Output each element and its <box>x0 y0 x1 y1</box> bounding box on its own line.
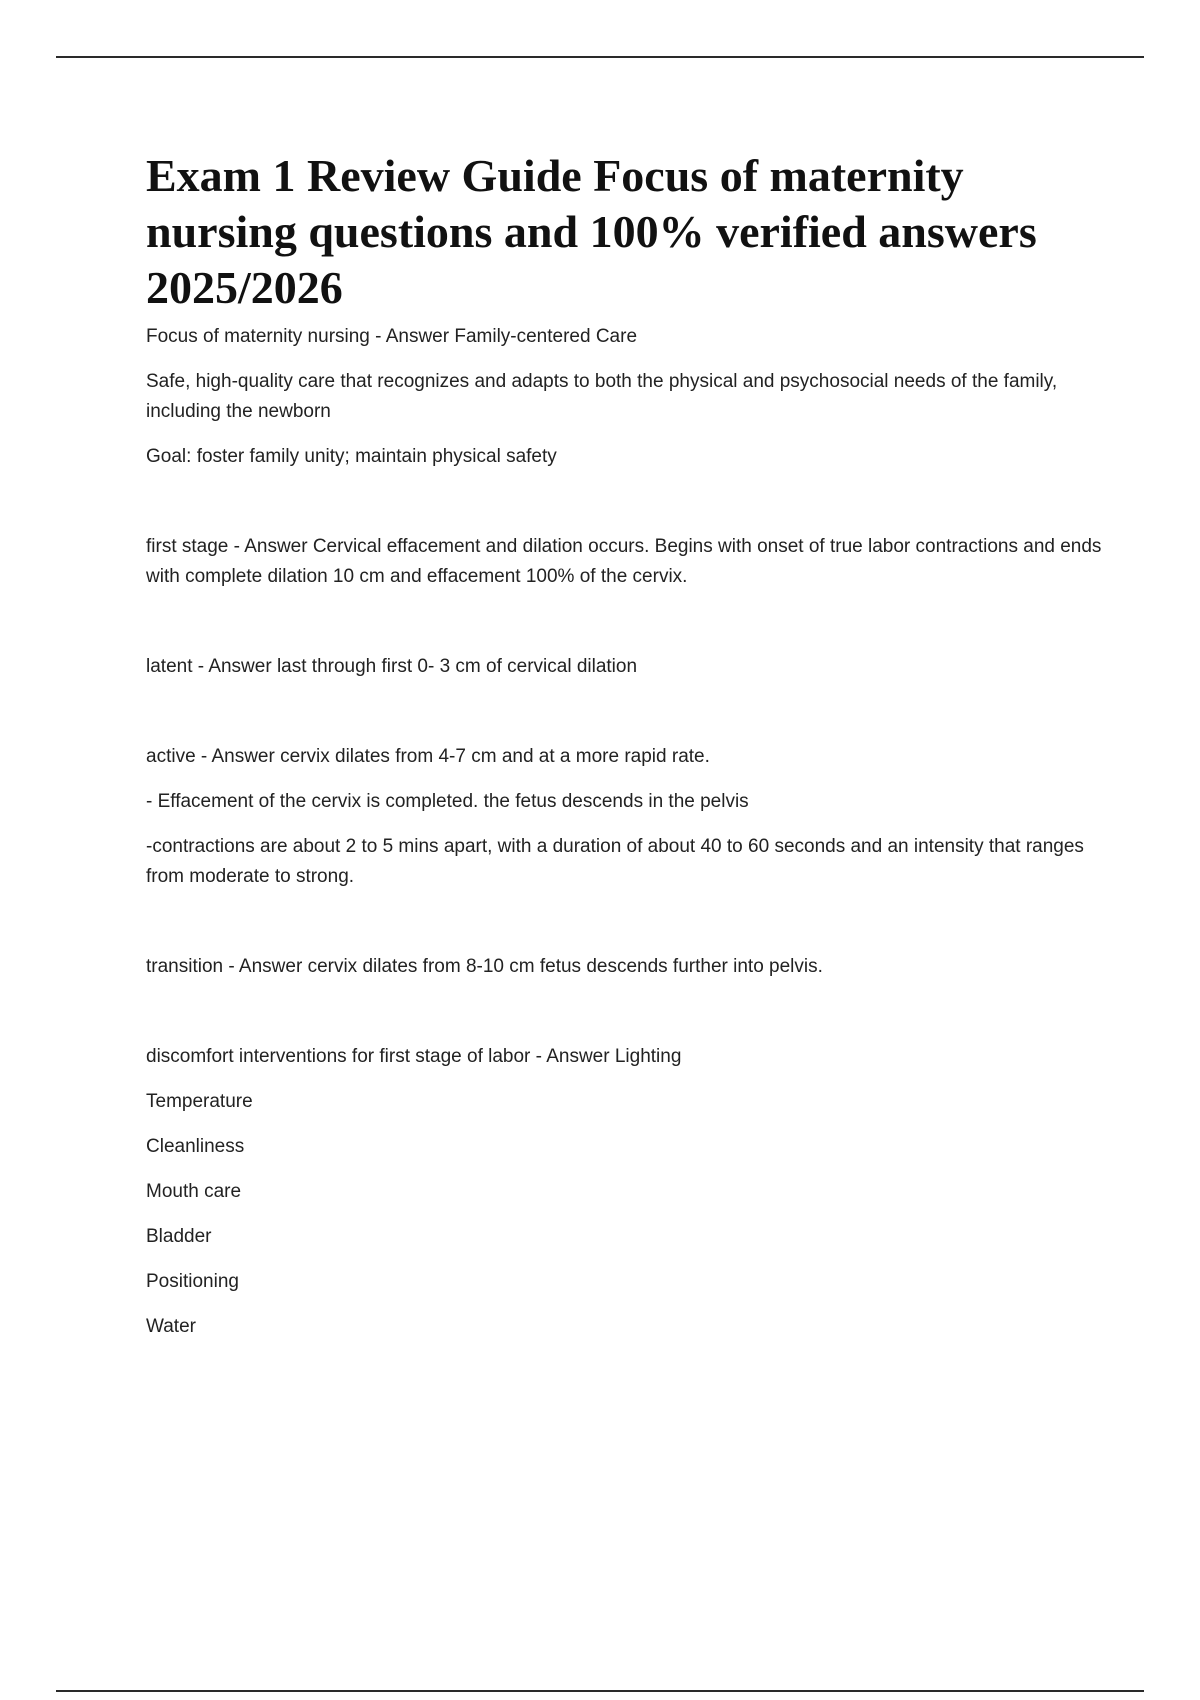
top-rule <box>56 56 1144 58</box>
qa-question-answer: active - Answer cervix dilates from 4-7 cm and at a more rapid rate. <box>146 746 710 767</box>
list-item: Mouth care <box>146 1181 242 1202</box>
list-item: Temperature <box>146 1091 253 1112</box>
section-focus-of-maternity-nursing <box>146 322 1106 472</box>
qa-question-answer: Focus of maternity nursing - Answer Family-centered Care <box>146 326 638 347</box>
document-title: Exam 1 Review Guide Focus of maternity nursing questions and 100% verified answers 2025/2026 <box>146 150 1037 313</box>
section-transition <box>146 952 1106 982</box>
qa-question-answer: first stage - Answer Cervical effacement and dilation occurs. Begins with onset of true labor contractions and ends with complete dilation 10 cm and effacement 100% of the cervix. <box>146 536 1102 587</box>
qa-answer-detail: -contractions are about 2 to 5 mins apart, with a duration of about 40 to 60 seconds and an intensity that ranges from moderate to strong. <box>146 836 1084 887</box>
qa-answer-detail: Safe, high-quality care that recognizes and adapts to both the physical and psychosocial needs of the family, including the newborn <box>146 371 1058 422</box>
section-active <box>146 742 1106 892</box>
section-first-stage <box>146 532 1106 592</box>
document-body <box>146 148 1106 1342</box>
qa-question-answer: discomfort interventions for first stage of labor - Answer Lighting <box>146 1046 682 1067</box>
qa-answer-goal: Goal: foster family unity; maintain physical safety <box>146 446 557 467</box>
qa-question-answer: transition - Answer cervix dilates from 8-10 cm fetus descends further into pelvis. <box>146 956 823 977</box>
section-latent <box>146 652 1106 682</box>
section-discomfort-interventions <box>146 1042 1106 1342</box>
qa-answer-detail: - Effacement of the cervix is completed. the fetus descends in the pelvis <box>146 791 749 812</box>
list-item: Positioning <box>146 1271 239 1292</box>
list-item: Bladder <box>146 1226 212 1247</box>
list-item: Water <box>146 1316 196 1337</box>
list-item: Cleanliness <box>146 1136 245 1157</box>
bottom-rule <box>56 1690 1144 1692</box>
qa-question-answer: latent - Answer last through first 0- 3 cm of cervical dilation <box>146 656 638 677</box>
